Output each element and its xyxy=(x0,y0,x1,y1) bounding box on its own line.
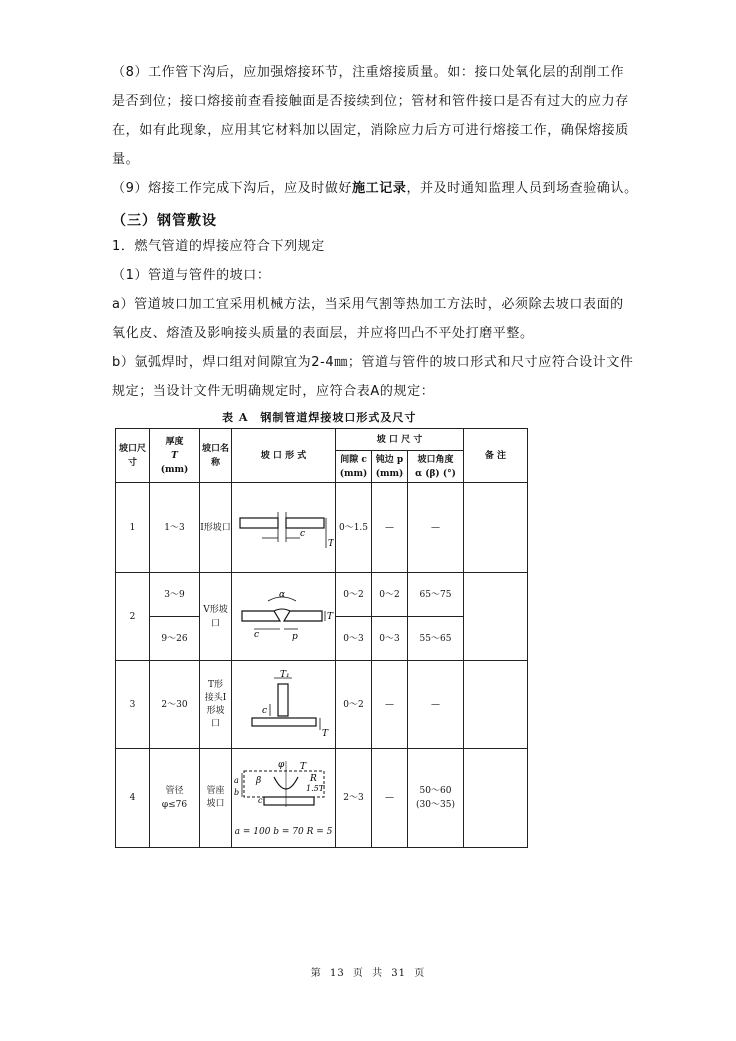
section-heading: （三）钢管敷设 xyxy=(112,213,217,229)
header-size-no: 坡口尺寸 xyxy=(116,429,150,483)
label-c: c xyxy=(261,705,267,716)
label-t1: T₁ xyxy=(279,669,290,680)
header-blunt-label: 钝边 p xyxy=(375,454,404,465)
table-caption: 表 A 钢制管道焊接坡口形式及尺寸 xyxy=(222,411,417,424)
paragraph-9-text: （9）熔接工作完成下沟后，应及时做好 xyxy=(112,181,353,196)
label-b: b xyxy=(233,788,239,797)
item-1-line: 1．燃气管道的焊接应符合下列规定 xyxy=(112,239,325,254)
cell-no: 1 xyxy=(116,483,150,573)
paragraph-8 xyxy=(112,58,672,203)
cell-angle: 65～75 xyxy=(408,573,464,617)
cell-thickness: 2～30 xyxy=(150,661,200,749)
header-groove-name: 坡口名称 xyxy=(200,429,232,483)
label-c: c xyxy=(257,796,262,805)
sub-1-line: （1）管道与管件的坡口： xyxy=(112,268,271,283)
cell-name xyxy=(200,661,232,749)
footer-page-unit: 页 xyxy=(352,968,364,979)
paragraph-line: 量。 xyxy=(112,152,140,167)
header-blunt xyxy=(372,451,408,483)
clause-a-line: a）管道坡口加工宜采用机械方法，当采用气割等热加工方法时，必须除去坡口表面的 xyxy=(112,297,624,312)
paragraph-9 xyxy=(112,174,672,203)
cell-thickness: 3～9 xyxy=(150,573,200,617)
cell-thickness: 1～3 xyxy=(150,483,200,573)
header-thickness-unit: (mm) xyxy=(160,464,189,475)
clause-a-line: 氧化皮、熔渣及影响接头质量的表面层，并应将凹凸不平处打磨平整。 xyxy=(112,326,534,341)
cell-remark xyxy=(464,573,528,661)
cell-blunt: 0～3 xyxy=(372,617,408,661)
clause-b-line: 规定；当设计文件无明确规定时，应符合表A的规定： xyxy=(112,384,435,399)
groove-table xyxy=(115,428,528,848)
header-thickness-label: 厚度 xyxy=(165,436,184,447)
label-beta: β xyxy=(255,776,261,786)
header-thickness xyxy=(150,429,200,483)
cell-gap: 2～3 xyxy=(336,749,372,848)
header-angle xyxy=(408,451,464,483)
label-c: c xyxy=(253,629,259,640)
header-gap xyxy=(336,451,372,483)
table-row xyxy=(116,661,528,749)
cell-name: V形坡口 xyxy=(200,573,232,661)
cell-form xyxy=(232,573,336,661)
cell-name xyxy=(200,749,232,848)
label-t: T xyxy=(321,728,328,739)
cell-gap: 0～2 xyxy=(336,573,372,617)
label-c: c xyxy=(299,528,305,539)
cell-gap: 0～1.5 xyxy=(336,483,372,573)
cell-angle-alt: (30～35) xyxy=(416,800,455,810)
label-t: T xyxy=(326,611,333,622)
cell-form xyxy=(232,661,336,749)
table-row xyxy=(116,483,528,573)
cell-thickness xyxy=(150,749,200,848)
header-angle-unit: α (β) (°) xyxy=(415,468,456,479)
paragraph-line: （8）工作管下沟后，应加强熔接环节，注重熔接质量。如：接口处氧化层的刮削工作 xyxy=(112,65,625,80)
construction-record-bold: 施工记录 xyxy=(352,181,407,196)
cell-remark xyxy=(464,749,528,848)
cell-blunt: 0～2 xyxy=(372,573,408,617)
cell-angle xyxy=(408,749,464,848)
label-1-5t: 1.5T xyxy=(305,784,324,793)
label-p: p xyxy=(291,631,298,642)
pipe-seat-diagram xyxy=(234,757,334,825)
header-groove-form: 坡 口 形 式 xyxy=(232,429,336,483)
paragraph-9-text-end: ，并及时通知监理人员到场查验确认。 xyxy=(406,181,638,196)
footer-total-number: 31 xyxy=(391,968,407,979)
cell-no: 3 xyxy=(116,661,150,749)
cell-name: I形坡口 xyxy=(200,483,232,573)
cell-name-text: 管座坡口 xyxy=(206,786,225,809)
pipe-seat-note: a = 100 b = 70 R = 5 xyxy=(234,827,333,837)
label-a: a xyxy=(233,776,239,785)
label-r: R xyxy=(309,774,317,784)
cell-name-text: T形接头I形坡口 xyxy=(204,679,227,729)
label-t: T xyxy=(327,538,334,549)
footer-page-number: 13 xyxy=(329,968,345,979)
clause-b-line: b）氩弧焊时，焊口组对间隙宜为2-4㎜；管道与管件的坡口形式和尺寸应符合设计文件 xyxy=(112,355,634,370)
header-thickness-symbol: T xyxy=(171,450,178,461)
table-row xyxy=(116,573,528,617)
cell-blunt: — xyxy=(372,749,408,848)
i-groove-diagram xyxy=(234,498,334,558)
cell-gap: 0～2 xyxy=(336,661,372,749)
header-gap-label: 间隙 c xyxy=(340,454,367,465)
t-joint-diagram xyxy=(234,670,334,740)
cell-blunt: — xyxy=(372,661,408,749)
cell-angle-main: 50～60 xyxy=(419,786,452,796)
table-row xyxy=(116,749,528,848)
cell-no: 2 xyxy=(116,573,150,661)
header-blunt-unit: (mm) xyxy=(375,468,404,479)
cell-remark xyxy=(464,661,528,749)
cell-thickness: 9～26 xyxy=(150,617,200,661)
paragraph-line: 是否到位；接口熔接前查看接触面是否接续到位；管材和管件接口是否有过大的应力存 xyxy=(112,94,629,109)
cell-blunt: — xyxy=(372,483,408,573)
cell-form xyxy=(232,483,336,573)
cell-thickness-text: 管径 φ≤76 xyxy=(161,786,188,810)
v-groove-diagram xyxy=(234,585,334,649)
label-alpha: α xyxy=(278,589,285,600)
cell-angle: 55～65 xyxy=(408,617,464,661)
cell-angle: — xyxy=(408,661,464,749)
header-angle-label: 坡口角度 xyxy=(417,454,454,465)
header-groove-dims: 坡 口 尺 寸 xyxy=(336,429,464,451)
label-phi: φ xyxy=(277,760,284,770)
paragraph-line: 在，如有此现象，应用其它材料加以固定，消除应力后方可进行熔接工作，确保熔接质 xyxy=(112,123,629,138)
page-footer xyxy=(0,964,736,979)
footer-total-word: 共 xyxy=(372,968,384,979)
header-gap-unit: (mm) xyxy=(339,468,368,479)
label-t: T xyxy=(299,762,306,772)
cell-no: 4 xyxy=(116,749,150,848)
header-remark: 备 注 xyxy=(464,429,528,483)
cell-form xyxy=(232,749,336,848)
footer-page-word: 第 xyxy=(310,968,322,979)
item-1-block xyxy=(112,232,672,406)
footer-total-unit: 页 xyxy=(414,968,426,979)
cell-angle: — xyxy=(408,483,464,573)
cell-gap: 0～3 xyxy=(336,617,372,661)
cell-remark xyxy=(464,483,528,573)
